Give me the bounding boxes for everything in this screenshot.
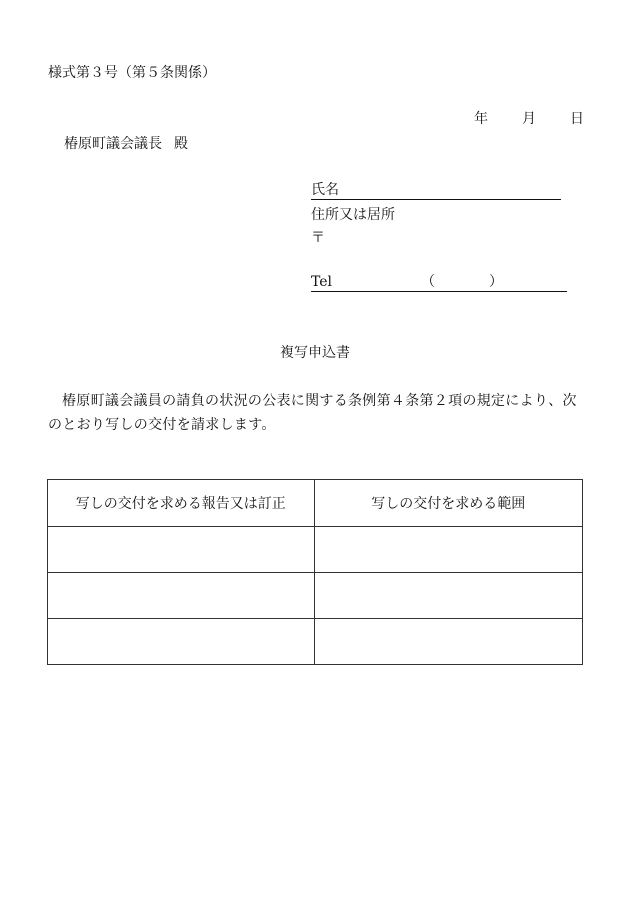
date-line: [474, 110, 584, 128]
recipient-line: [64, 135, 188, 153]
address-field[interactable]: [311, 206, 567, 224]
table-header-row: [48, 480, 583, 527]
table-cell-scope[interactable]: [314, 619, 583, 665]
name-field[interactable]: [311, 181, 561, 200]
name-label: 氏名: [311, 182, 339, 198]
address-label: 住所又は居所: [311, 207, 395, 223]
tel-label: Tel: [311, 274, 333, 290]
table-cell-report[interactable]: [48, 573, 315, 619]
request-table: [47, 479, 583, 665]
applicant-block: [311, 181, 567, 247]
date-day-label: 日: [570, 111, 584, 127]
date-year-label: 年: [474, 111, 488, 127]
table-cell-report[interactable]: [48, 527, 315, 573]
postal-mark: 〒: [311, 230, 325, 246]
table-row: [48, 573, 583, 619]
table-cell-scope[interactable]: [314, 573, 583, 619]
date-month-label: 月: [522, 111, 536, 127]
table-row: [48, 527, 583, 573]
recipient-honorific: 殿: [174, 136, 188, 152]
table-row: [48, 619, 583, 665]
header-report-or-correction: 写しの交付を求める報告又は訂正: [48, 480, 315, 527]
form-number: 様式第３号（第５条関係）: [48, 65, 216, 81]
tel-paren-close: ）: [489, 274, 503, 290]
document-body: 椿原町議会議員の請負の状況の公表に関する条例第４条第２項の規定により、次のとおり写しの交付を請求します。: [48, 393, 577, 433]
header-copy-scope: 写しの交付を求める範囲: [314, 480, 583, 527]
document-title: 複写申込書: [280, 345, 350, 361]
postal-code-field[interactable]: [311, 229, 567, 247]
tel-paren-open: （: [421, 274, 435, 290]
table-cell-report[interactable]: [48, 619, 315, 665]
recipient-name: 椿原町議会議長: [64, 136, 162, 152]
tel-field[interactable]: [311, 273, 567, 292]
table-cell-scope[interactable]: [314, 527, 583, 573]
